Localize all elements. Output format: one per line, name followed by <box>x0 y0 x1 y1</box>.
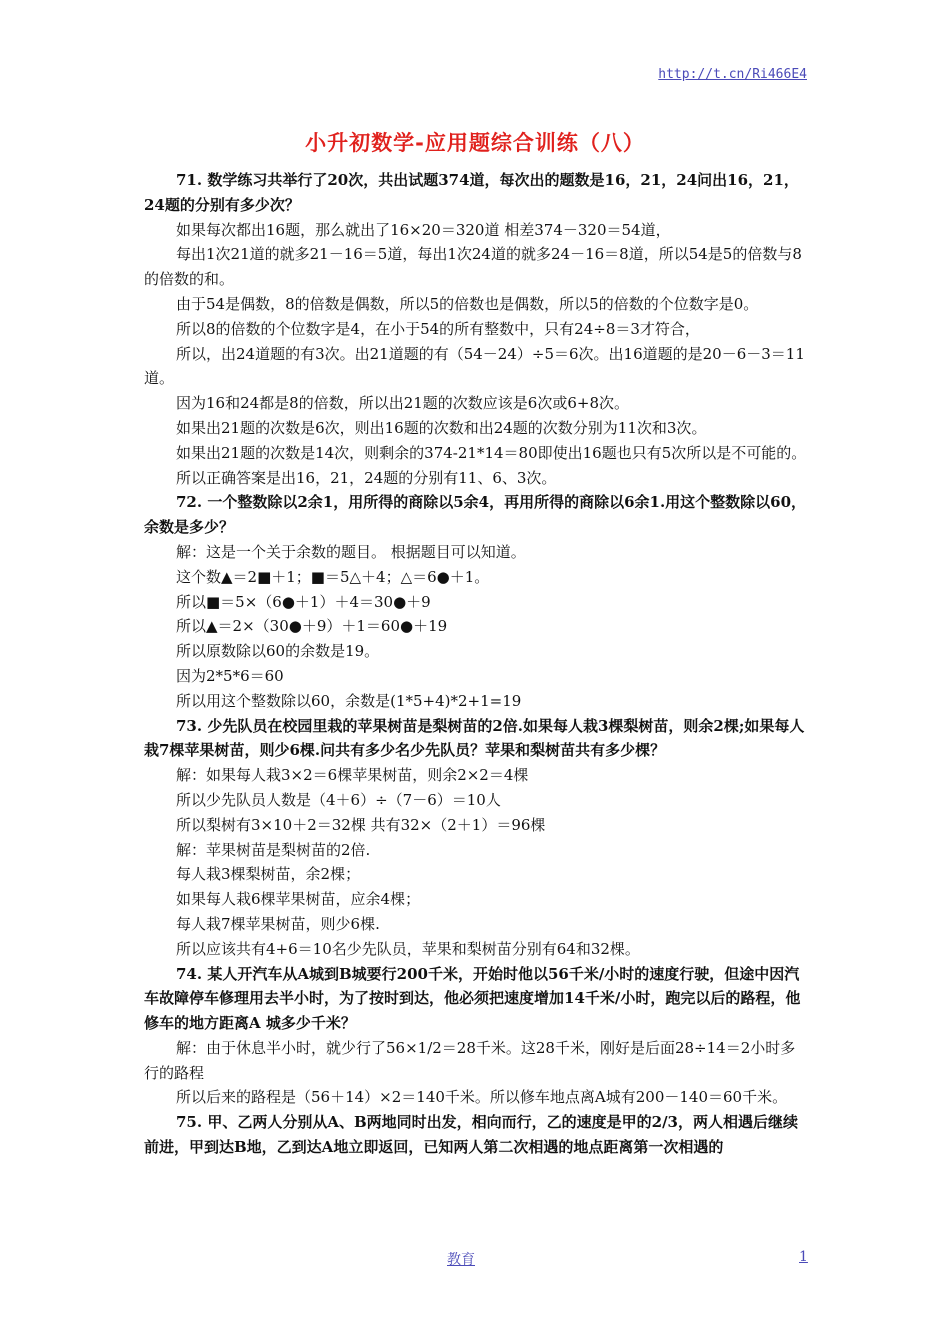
question-paragraph: 75. 甲、乙两人分别从A、B两地同时出发，相向而行，乙的速度是甲的2/3，两人相遇后继续前进，甲到达B地，乙到达A地立即返回，已知两人第二次相遇的地点距离第一次相遇的 <box>144 1113 798 1157</box>
question-paragraph: 71. 数学练习共举行了20次，共出试题374道，每次出的题数是16，21，24问出16，21，24题的分别有多少次？ <box>144 171 799 214</box>
question-paragraph: 74. 某人开汽车从A城到B城要行200千米，开始时他以56千米/小时的速度行驶，但途中因汽车故障停车修理用去半小时，为了按时到达，他必须把速度增加14千米/小时，跑完以后的路程，他修车的地方距离A 城多少千米？ <box>144 964 801 1033</box>
answer-paragraph: 所以，出24道题的有3次。出21道题的有（54－24）÷5＝6次。出16道题的是20－6－3＝11道。 <box>144 344 805 388</box>
answer-paragraph: 解：这是一个关于余数的题目。 根据题目可以知道。 <box>176 542 526 561</box>
answer-paragraph: 所以少先队员人数是（4＋6）÷（7－6）＝10人 <box>176 790 501 809</box>
answer-paragraph: 每人栽7棵苹果树苗，则少6棵. <box>176 914 380 933</box>
question-paragraph: 72. 一个整数除以2余1，用所得的商除以5余4，再用所得的商除以6余1.用这个整数除以60，余数是多少？ <box>144 493 807 537</box>
answer-paragraph: 所以应该共有4+6＝10名少先队员，苹果和梨树苗分别有64和32棵。 <box>176 939 640 958</box>
answer-paragraph: 因为16和24都是8的倍数，所以出21题的次数应该是6次或6+8次。 <box>176 394 630 413</box>
answer-paragraph: 所以用这个整数除以60，余数是(1*5+4)*2+1=19 <box>176 691 522 710</box>
answer-paragraph: 解：由于休息半小时，就少行了56×1/2＝28千米。这28千米，刚好是后面28÷14＝2小时多行的路程 <box>144 1038 796 1082</box>
answer-paragraph: 所以后来的路程是（56＋14）×2＝140千米。所以修车地点离A城有200－140＝60千米。 <box>176 1088 788 1107</box>
answer-paragraph: 如果出21题的次数是6次，则出16题的次数和出24题的次数分别为11次和3次。 <box>176 418 707 437</box>
answer-paragraph: 解：苹果树苗是梨树苗的2倍. <box>176 840 371 859</box>
answer-paragraph: 所以正确答案是出16，21，24题的分别有11、6、3次。 <box>176 468 557 487</box>
answer-paragraph: 所以梨树有3×10＋2＝32棵 共有32×（2＋1）＝96棵 <box>176 815 546 834</box>
answer-paragraph: 所以▲＝2×（30●＋9）＋1＝60●＋19 <box>176 617 448 636</box>
page-number: 1 <box>799 1249 808 1265</box>
page-title: 小升初数学-应用题综合训练（八） <box>305 131 645 155</box>
header-link[interactable]: http://t.cn/Ri466E4 <box>658 67 807 82</box>
answer-paragraph: 每人栽3棵梨树苗，余2棵； <box>176 865 361 884</box>
footer-label[interactable]: 教育 <box>447 1252 475 1268</box>
document-body <box>144 168 808 1160</box>
answer-paragraph: 解：如果每人栽3×2＝6棵苹果树苗，则余2×2＝4棵 <box>176 766 529 785</box>
answer-paragraph: 因为2*5*6＝60 <box>176 666 284 685</box>
answer-paragraph: 所以原数除以60的余数是19。 <box>176 642 380 661</box>
answer-paragraph: 如果每人栽6棵苹果树苗，应余4棵； <box>176 890 421 909</box>
answer-paragraph: 所以■＝5×（6●＋1）＋4＝30●＋9 <box>176 592 431 611</box>
answer-paragraph: 每出1次21道的就多21－16＝5道，每出1次24道的就多24－16＝8道，所以54是5的倍数与8的倍数的和。 <box>144 245 802 289</box>
answer-paragraph: 如果出21题的次数是14次，则剩余的374-21*14＝80即使出16题也只有5次所以是不可能的。 <box>176 443 807 462</box>
question-paragraph: 73. 少先队员在校园里栽的苹果树苗是梨树苗的2倍.如果每人栽3棵梨树苗，则余2棵;如果每人栽7棵苹果树苗，则少6棵.问共有多少名少先队员？苹果和梨树苗共有多少棵？ <box>144 716 805 760</box>
answer-paragraph: 这个数▲＝2■＋1；■＝5△＋4；△＝6●＋1。 <box>176 567 490 586</box>
answer-paragraph: 如果每次都出16题，那么就出了16×20＝320道 相差374－320＝54道， <box>176 220 671 239</box>
answer-paragraph: 所以8的倍数的个位数字是4，在小于54的所有整数中，只有24÷8＝3才符合， <box>176 319 700 338</box>
answer-paragraph: 由于54是偶数，8的倍数是偶数，所以5的倍数也是偶数，所以5的倍数的个位数字是0。 <box>176 294 759 313</box>
